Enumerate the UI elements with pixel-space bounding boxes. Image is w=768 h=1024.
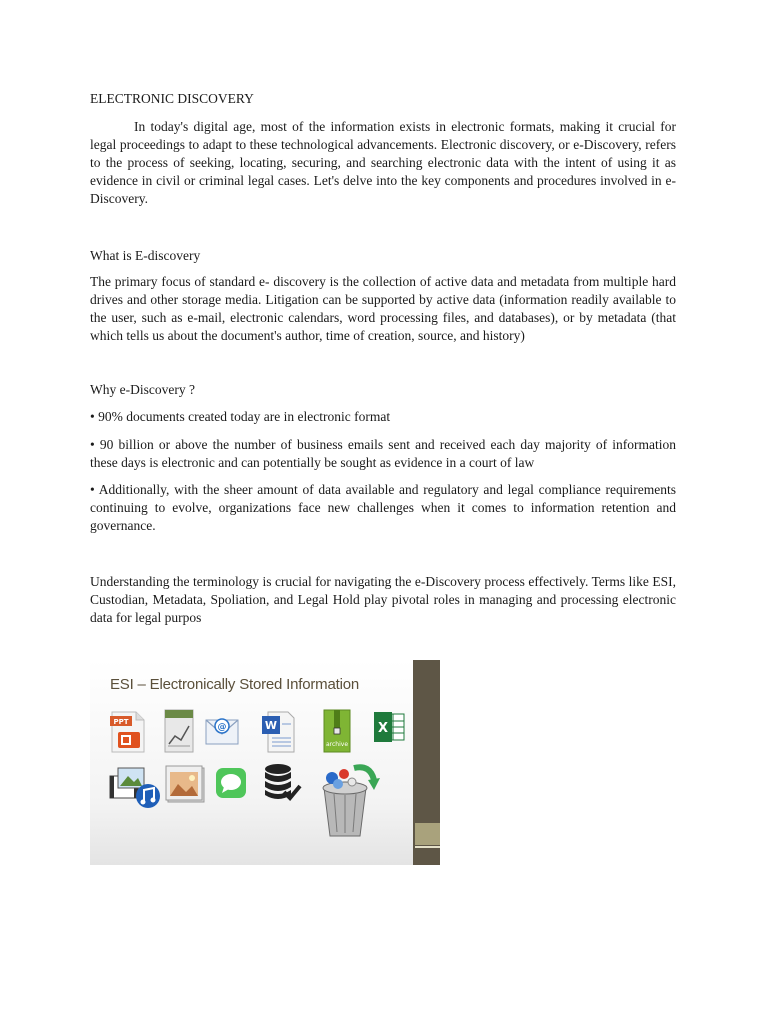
word-label: W — [264, 719, 278, 732]
archive-icon — [322, 708, 352, 754]
document-title: ELECTRONIC DISCOVERY — [90, 91, 254, 106]
email-icon — [204, 712, 240, 748]
section-body-what: The primary focus of standard e- discovery is the collection of active data and metadata from multiple hard drives and other storage media. Litigation can be supported by active data (information readily available to the user, such as e-mail, electronic calendars, word processing files, and databases), or by metadata (that which tells us about the document's author, time of creation, source, and history) — [90, 273, 676, 344]
recycle-bin-icon — [312, 762, 382, 840]
excel-file-icon — [372, 710, 406, 744]
bullet-item-1: • 90% documents created today are in electronic format — [90, 409, 391, 425]
esi-figure — [90, 660, 440, 865]
archive-label: archive — [325, 741, 349, 748]
bullet-item-2: • 90 billion or above the number of business emails sent and received each day majority of information these days is electronic and can potentially be sought as evidence in a court of law — [90, 436, 676, 470]
chart-document-icon — [162, 708, 196, 754]
section-heading-why: Why e-Discovery ? — [90, 382, 195, 398]
message-icon — [214, 766, 248, 800]
excel-label: X — [377, 721, 389, 736]
database-icon — [262, 762, 302, 804]
esi-figure-title: ESI – Electronically Stored Information — [110, 676, 359, 693]
multimedia-icon — [108, 766, 164, 810]
esi-sidebar-accent — [415, 823, 440, 845]
bullet-item-3: • Additionally, with the sheer amount of data available and regulatory and legal compliance requirements continuing to evolve, organizations face new challenges when it comes to information retention and governance. — [90, 481, 676, 534]
photo-icon — [164, 764, 208, 806]
intro-paragraph: In today's digital age, most of the information exists in electronic formats, making it crucial for legal proceedings to adapt to these technological advancements. Electronic discovery, or e-Discovery, refers to the process of seeking, locating, securing, and searching electronic data with the intent of using it as evidence in civil or criminal legal cases. Let's delve into the key components and procedures involved in e-Discovery. — [90, 118, 676, 207]
powerpoint-file-icon — [108, 710, 148, 754]
esi-sidebar-divider — [415, 846, 440, 848]
svg-text:@: @ — [217, 722, 227, 733]
terminology-paragraph: Understanding the terminology is crucial for navigating the e-Discovery process effectively. Terms like ESI, Custodian, Metadata, Spoliation, and Legal Hold play pivotal roles in managing and processing electronic data for legal purpos — [90, 573, 676, 625]
ppt-label: PPT — [113, 718, 129, 727]
document-body — [90, 90, 676, 627]
section-heading-what: What is E-discovery — [90, 247, 201, 263]
word-document-icon — [260, 710, 298, 754]
